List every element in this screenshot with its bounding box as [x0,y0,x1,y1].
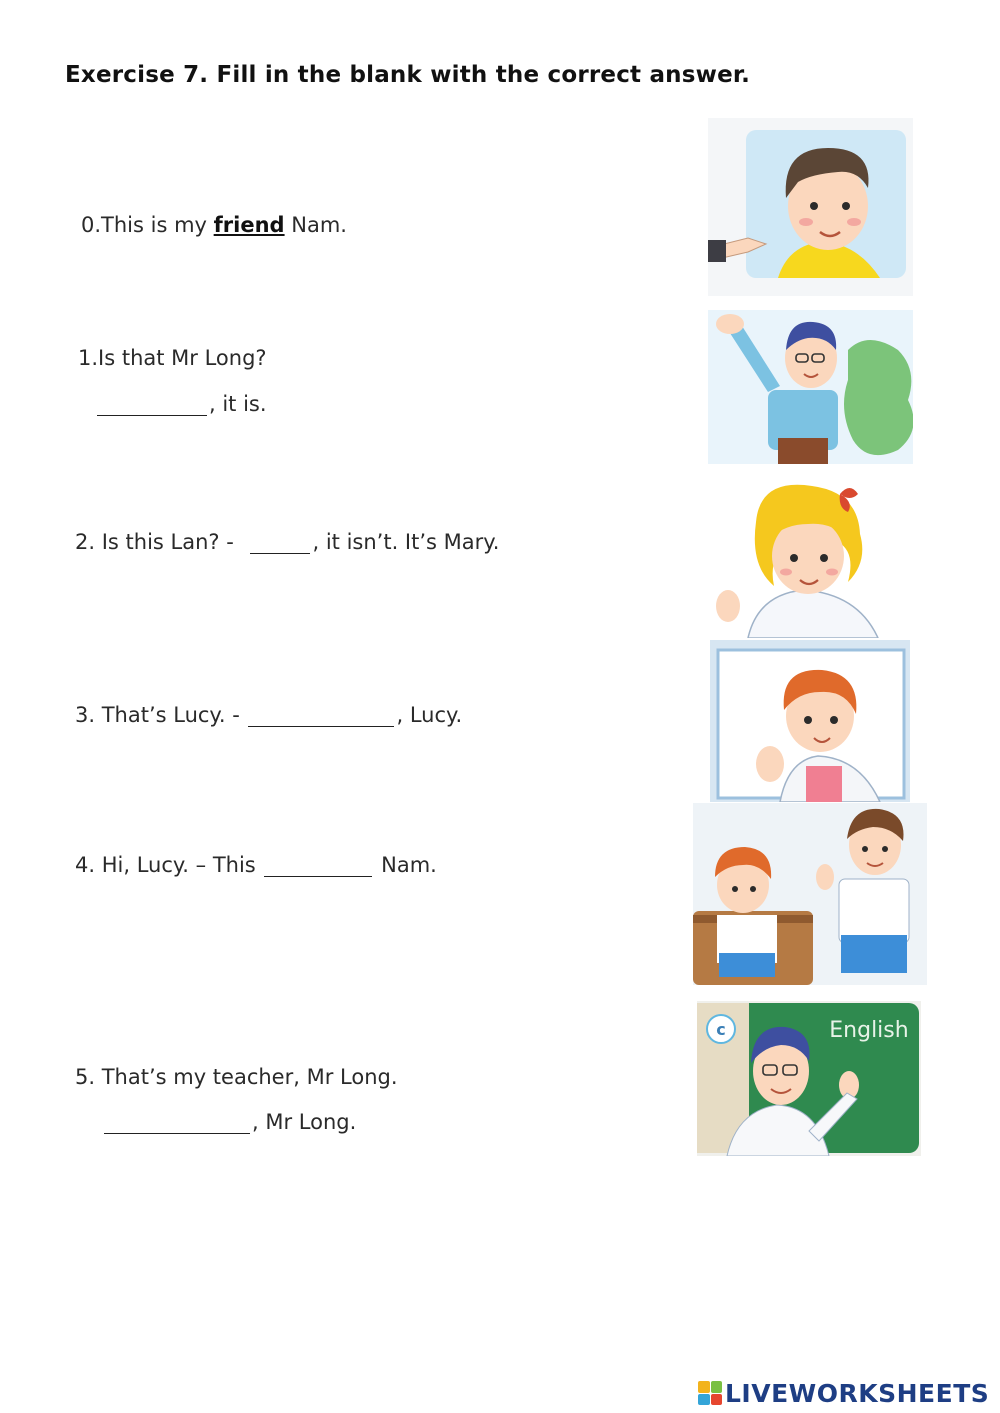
question-4-suffix: Nam. [381,853,437,877]
picture-mr-long-waving [708,310,913,464]
question-1-text: 1.Is that Mr Long? [78,346,267,370]
example-suffix: Nam. [291,213,347,237]
question-3-prefix: 3. That’s Lucy. - [75,703,240,727]
picture-mary [708,482,898,638]
question-4-blank[interactable] [264,854,372,877]
example-answer: friend [213,213,285,237]
question-2-suffix: , it isn’t. It’s Mary. [312,530,500,554]
question-3-blank[interactable] [248,704,394,727]
picture-boy-pointing [708,118,913,296]
question-2 [75,530,499,554]
exercise-title: Exercise 7. Fill in the blank with the correct answer. [65,62,751,88]
question-5-text: 5. That’s my teacher, Mr Long. [75,1065,398,1089]
question-5-answer-line [102,1110,356,1134]
question-4-prefix: 4. Hi, Lucy. – This [75,853,256,877]
question-3-suffix: , Lucy. [396,703,463,727]
question-5-blank[interactable] [104,1111,250,1134]
question-1-blank[interactable] [97,393,207,416]
question-4 [75,853,437,877]
badge-letter: c [716,1020,726,1039]
brand-name: LIVEWORKSHEETS [725,1378,990,1408]
example-sentence [81,213,347,237]
question-3 [75,703,462,727]
board-text: English [829,1018,909,1043]
question-2-prefix: 2. Is this Lan? - [75,530,234,554]
question-1-answer-line [95,392,267,416]
picture-teacher-english-board [697,1001,921,1156]
liveworksheets-logo-icon [698,1381,722,1405]
example-prefix: 0.This is my [81,213,207,237]
question-2-blank[interactable] [250,531,310,554]
question-1-suffix: , it is. [209,392,267,416]
picture-lucy [710,640,910,802]
question-5-suffix: , Mr Long. [252,1110,357,1134]
picture-lucy-and-nam [693,803,927,985]
liveworksheets-brand [698,1378,989,1408]
